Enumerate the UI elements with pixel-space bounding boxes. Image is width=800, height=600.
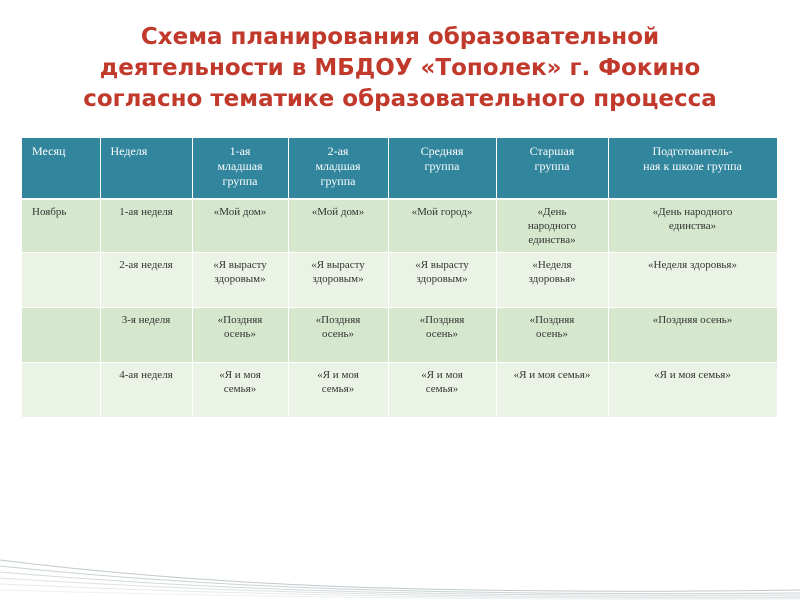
table-cell: «Я и моя семья» <box>496 363 608 418</box>
table-row <box>22 199 777 253</box>
header-row <box>22 138 777 199</box>
title-line: согласно тематике образовательного процесса <box>83 86 717 112</box>
table-cell <box>22 363 100 418</box>
table-cell: «Я и моя семья» <box>288 363 388 418</box>
table-cell: 2-ая неделя <box>100 253 192 308</box>
table-cell: 3-я неделя <box>100 308 192 363</box>
decorative-swoosh <box>0 490 800 600</box>
table-cell: 1-ая неделя <box>100 199 192 253</box>
table-cell: «Поздняя осень» <box>496 308 608 363</box>
table-cell: «Я вырасту здоровым» <box>388 253 496 308</box>
header-cell-week: Неделя <box>100 138 192 199</box>
header-cell-group-1: 1-ая младшая группа <box>192 138 288 199</box>
table-cell: «Поздняя осень» <box>388 308 496 363</box>
table-cell: «Мой дом» <box>288 199 388 253</box>
header-cell-month: Месяц <box>22 138 100 199</box>
header-cell-group-middle: Средняя группа <box>388 138 496 199</box>
slide-title <box>20 22 780 115</box>
table-cell: «Я вырасту здоровым» <box>192 253 288 308</box>
table-cell: «Поздняя осень» <box>192 308 288 363</box>
table-cell: «Неделя здоровья» <box>608 253 777 308</box>
table-cell: «День народного единства» <box>496 199 608 253</box>
table-cell <box>22 308 100 363</box>
table-cell: «День народного единства» <box>608 199 777 253</box>
title-line: Схема планирования образовательной <box>140 24 660 50</box>
title-line: деятельности в МБДОУ «Тополек» г. Фокино <box>99 55 701 81</box>
header-cell-group-senior: Старшая группа <box>496 138 608 199</box>
table-cell: «Мой дом» <box>192 199 288 253</box>
table-cell: Ноябрь <box>22 199 100 253</box>
table-cell: «Я и моя семья» <box>192 363 288 418</box>
table-cell: 4-ая неделя <box>100 363 192 418</box>
table-cell: «Я вырасту здоровым» <box>288 253 388 308</box>
table-cell <box>22 253 100 308</box>
table-cell: «Я и моя семья» <box>388 363 496 418</box>
header-cell-group-2: 2-ая младшая группа <box>288 138 388 199</box>
table-cell: «Поздняя осень» <box>288 308 388 363</box>
table-row <box>22 253 777 308</box>
table-cell: «Мой город» <box>388 199 496 253</box>
header-cell-group-prep: Подготовитель- ная к школе группа <box>608 138 777 199</box>
table-row <box>22 363 777 418</box>
table-cell: «Я и моя семья» <box>608 363 777 418</box>
table-row <box>22 308 777 363</box>
table-cell: «Поздняя осень» <box>608 308 777 363</box>
table-cell: «Неделя здоровья» <box>496 253 608 308</box>
planning-table <box>22 138 778 418</box>
